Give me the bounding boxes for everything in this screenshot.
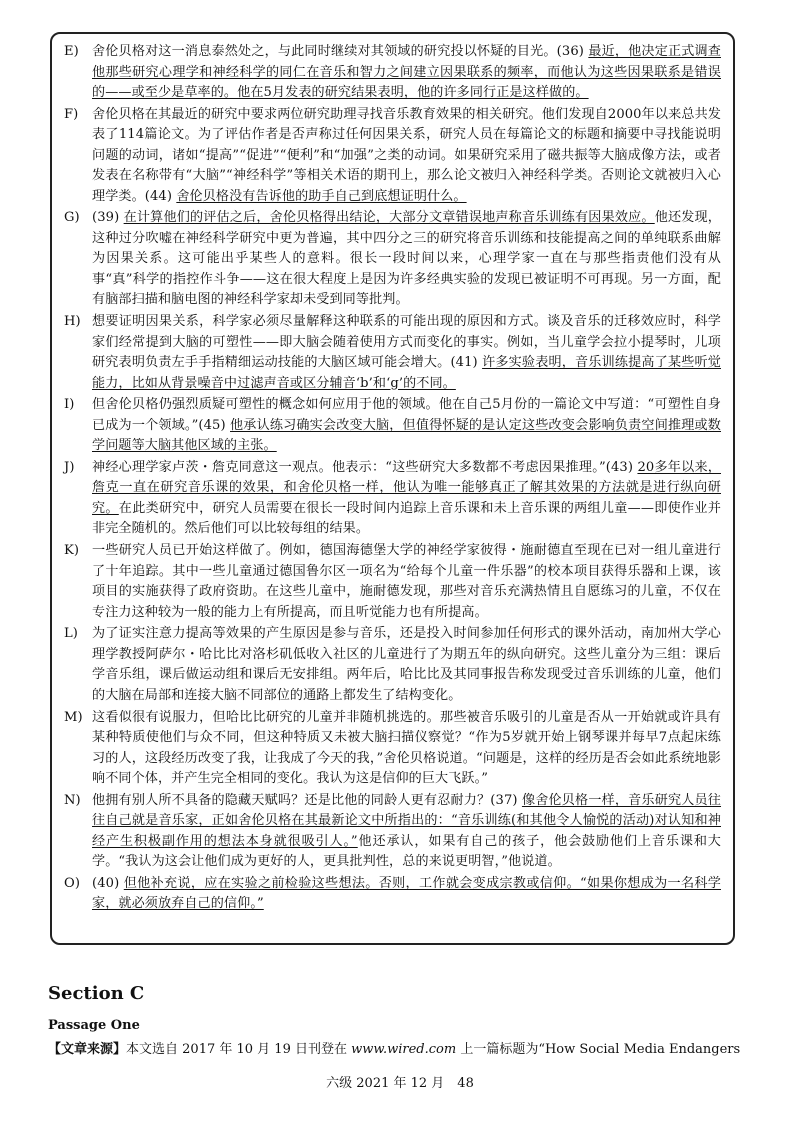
underlined-answer-text: 他承认练习确实会改变大脑，但值得怀疑的是认定这些改变会影响负责空间推理或数学问题等大脑其他区域的主张。 bbox=[92, 417, 721, 454]
paragraph-text: 一些研究人员已开始这样做了。例如，德国海德堡大学的神经学家彼得・施耐德直至现在已对一组儿童进行了十年追踪。其中一些儿童通过德国鲁尔区一项名为“给每个儿童一件乐器”的校本项目获得乐器和上课，该项目的实施获得了政府资助。在这些儿童中，施耐德发现，那些对音乐充满热情且自愿练习的儿童，不仅在专注力这种较为一般的能力上有所提高，而且听觉能力也有所提高。 bbox=[92, 543, 721, 620]
source-url: www.wired.com bbox=[351, 1042, 457, 1057]
paragraph bbox=[64, 541, 721, 623]
paragraph-label: F) bbox=[64, 106, 79, 122]
paragraph bbox=[64, 708, 721, 790]
paragraph-text: (39) bbox=[92, 210, 124, 226]
underlined-answer-text: 像舍伦贝格一样，音乐研究人员往往自己就是音乐家，正如舍伦贝格在其最新论文中所指出的：“音乐训练(和其他令人愉悦的活动)对认知和神经产生积极副作用的想法本身就很吸引人。” bbox=[92, 792, 722, 849]
underlined-answer-text: 但他补充说，应在实验之前检验这些想法。否则，工作就会变成宗教或信仰。“如果你想成为一名科学家，就必须放弃自己的信仰。” bbox=[92, 875, 721, 912]
paragraph-label: J) bbox=[64, 459, 75, 475]
paragraph-text: 他还承认，如果有自己的孩子，他会鼓励他们上音乐课和大学。“我认为这会让他们成为更好的人，更具批判性，总的来说更明智，”他说道。 bbox=[92, 833, 721, 870]
passage-title: Passage One bbox=[48, 1018, 140, 1033]
passage-box bbox=[50, 32, 735, 945]
paragraph-label: L) bbox=[64, 626, 79, 642]
paragraph bbox=[64, 458, 721, 540]
paragraph bbox=[64, 312, 721, 394]
paragraph bbox=[64, 395, 721, 457]
underlined-answer-text: 20多年以来，詹克一直在研究音乐课的效果，和舍伦贝格一样，他认为唯一能够真正了解其效果的方法就是进行纵向研究。 bbox=[92, 459, 721, 516]
paragraph-label: I) bbox=[64, 397, 75, 413]
paragraph bbox=[64, 42, 721, 104]
paragraph-text: 这看似很有说服力，但哈比比研究的儿童并非随机挑选的。那些被音乐吸引的儿童是否从一开始就或许具有某种特质使他们与众不同，但这种特质又未被大脑扫描仪察觉？“作为5岁就开始上钢琴课并每早7点起床练习的人，这段经历改变了我，让我成了今天的我，”舍伦贝格说道。“问题是，这样的经历是否会如此系统地影响不同个体，并产生完全相同的变化。我认为这是信仰的巨大飞跃。” bbox=[92, 709, 721, 786]
paragraph-text: 他拥有别人所不具备的隐藏天赋吗？还是比他的同龄人更有忍耐力？(37) bbox=[92, 792, 522, 808]
paragraph bbox=[64, 105, 721, 208]
source-title: 上一篇标题为“How Social Media Endangers bbox=[456, 1042, 741, 1057]
paragraph-label: N) bbox=[64, 792, 81, 808]
paragraph-text: 舍伦贝格在其最近的研究中要求两位研究助理寻找音乐教育效果的相关研究。他们发现自2000年以来总共发表了114篇论文。为了评估作者是否声称过任何因果关系，研究人员在每篇论文的标题和摘要中寻找能说明问题的动词，诸如“提高”“促进”“便利”和“加强”之类的动词。如果研究采用了磁共振等大脑成像方法，或者发表在名称带有“大脑”“神经科学”等相关术语的期刊上，那么论文被归入神经科学类。否则论文就被归入心理学类。(44) bbox=[92, 106, 721, 204]
paragraph-label: M) bbox=[64, 709, 83, 725]
paragraph-label: K) bbox=[64, 543, 80, 559]
underlined-answer-text: 舍伦贝格没有告诉他的助手自己到底想证明什么。 bbox=[176, 188, 467, 204]
source-tag: 【文章来源】 bbox=[48, 1042, 127, 1057]
paragraph-text: (40) bbox=[92, 875, 124, 891]
article-source bbox=[48, 1038, 768, 1057]
paragraph-text: 神经心理学家卢茨・詹克同意这一观点。他表示：“这些研究大多数都不考虑因果推理。”(43) bbox=[92, 459, 638, 475]
paragraph-text: 他还发现，这种过分吹嘘在神经科学研究中更为普遍，其中四分之三的研究将音乐训练和技能提高之间的单纯联系曲解为因果关系。这可能出乎某些人的意料。很长一段时间以来，心理学家一直在与那些指责他们没有从事“真”科学的指控作斗争——这在很大程度上是因为许多经典实验的发现已被证明不可再现。另一方面，配有脑部扫描和脑电图的神经科学家却未受到同等批判。 bbox=[92, 210, 722, 308]
paragraph bbox=[64, 208, 721, 311]
section-title: Section C bbox=[48, 983, 145, 1004]
underlined-answer-text: 最近，他决定正式调查他那些研究心理学和神经科学的同仁在音乐和智力之间建立因果联系的频率，而他认为这些因果联系是错误的——或至少是草率的。他在5月发表的研究结果表明，他的许多同行正是这样做的。 bbox=[92, 44, 721, 100]
paragraph bbox=[64, 791, 721, 873]
paragraph-label: E) bbox=[64, 44, 79, 59]
paragraph-text: 在此类研究中，研究人员需要在很长一段时间内追踪上音乐课和未上音乐课的两组儿童——即使作业并非完全随机的。然后他们可以比较每组的结果。 bbox=[92, 500, 722, 537]
paragraph-text: 为了证实注意力提高等效果的产生原因是参与音乐，还是投入时间参加任何形式的课外活动，南加州大学心理学教授阿萨尔・哈比比对洛杉矶低收入社区的儿童进行了为期五年的纵向研究。这些儿童分为三组：课后学音乐组，课后做运动组和课后无安排组。两年后，哈比比及其同事报告称发现受过音乐训练的儿童，他们的大脑在局部和连接大脑不同部位的通路上都发生了结构变化。 bbox=[92, 626, 721, 703]
underlined-answer-text: 许多实验表明，音乐训练提高了某些听觉能力，比如从背景噪音中过滤声音或区分辅音‘b’和‘g’的不同。 bbox=[92, 355, 721, 391]
paragraph-label: H) bbox=[64, 314, 81, 330]
paragraph-label: O) bbox=[64, 875, 81, 891]
paragraph bbox=[64, 624, 721, 706]
source-text: 本文选自 2017 年 10 月 19 日刊登在 bbox=[126, 1042, 352, 1057]
paragraph-text: 但舍伦贝格仍强烈质疑可塑性的概念如何应用于他的领域。他在自己5月份的一篇论文中写道：“可塑性自身已成为一个领域。”(45) bbox=[92, 397, 721, 433]
paragraph-text: 想要证明因果关系，科学家必须尽量解释这种联系的可能出现的原因和方式。谈及音乐的迁移效应时，科学家们经常提到大脑的可塑性——即大脑会随着使用方式而变化的事实。例如，当儿童学会拉小提琴时，儿项研究表明负责左手手指精细运动技能的大脑区域可能会增大。(41) bbox=[92, 314, 721, 371]
paragraph bbox=[64, 874, 721, 915]
page-footer: 六级 2021 年 12 月 48 bbox=[326, 1076, 474, 1091]
underlined-answer-text: 在计算他们的评估之后，舍伦贝格得出结论，大部分文章错误地声称音乐训练有因果效应。 bbox=[123, 210, 655, 226]
paragraph-text: 舍伦贝格对这一消息泰然处之，与此同时继续对其领域的研究投以怀疑的目光。(36) bbox=[92, 44, 589, 59]
paragraph-label: G) bbox=[64, 210, 80, 226]
